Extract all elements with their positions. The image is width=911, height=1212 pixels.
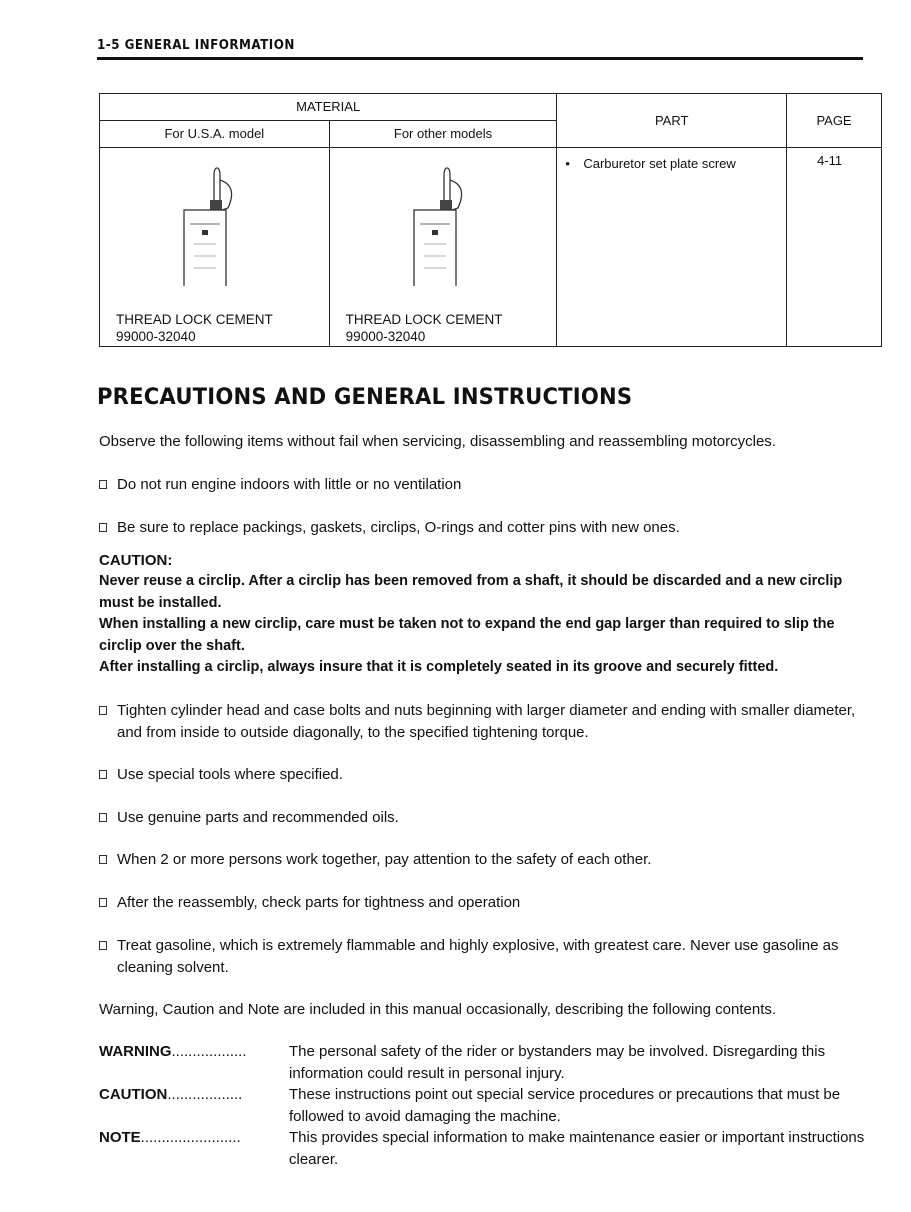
checkbox-bullet-icon — [99, 523, 107, 532]
part-cell — [557, 148, 787, 347]
part-heading: PART — [557, 94, 787, 148]
material-table — [99, 93, 882, 347]
definition-term: WARNING — [99, 1043, 172, 1060]
intro-paragraph: Observe the following items without fail when servicing, disassembling and reassembling motorcycles. — [99, 433, 776, 450]
header-rule — [97, 57, 863, 60]
page-cell — [787, 148, 882, 347]
checkbox-bullet-icon — [99, 941, 107, 950]
material-heading: MATERIAL — [100, 94, 557, 121]
definition-dots: ........................ — [140, 1129, 241, 1146]
usa-product-number: 99000-32040 — [116, 329, 196, 344]
list-item: When 2 or more persons work together, pay attention to the safety of each other. — [99, 849, 879, 871]
definition-caution — [99, 1084, 879, 1127]
checkbox-bullet-icon — [99, 898, 107, 907]
definition-dots: .................. — [167, 1086, 243, 1103]
thread-lock-bottle-icon — [182, 166, 242, 286]
notice-intro: Warning, Caution and Note are included in this manual occasionally, describing the following contents. — [99, 1001, 777, 1018]
list-item: Do not run engine indoors with little or no ventilation — [99, 474, 879, 496]
part-item: Carburetor set plate screw — [583, 156, 736, 171]
caution-line: After installing a circlip, always insure that it is completely seated in its groove and securely fitted. — [99, 659, 779, 675]
other-product-cell — [329, 148, 557, 347]
other-product-number: 99000-32040 — [345, 329, 426, 344]
list-item: Use genuine parts and recommended oils. — [99, 807, 879, 829]
definition-note — [99, 1127, 879, 1170]
checkbox-bullet-icon — [99, 480, 107, 489]
part-bullet: • — [565, 156, 570, 171]
other-product-name: THREAD LOCK CEMENT — [345, 312, 503, 327]
checkbox-bullet-icon — [99, 855, 107, 864]
other-models-heading: For other models — [329, 121, 557, 148]
list-item: Use special tools where specified. — [99, 764, 879, 786]
caution-body — [99, 571, 879, 679]
definition-desc: This provides special information to make maintenance easier or important instructions clearer. — [289, 1129, 865, 1168]
caution-line: When installing a new circlip, care must be taken not to expand the end gap larger than required to slip the circlip over the shaft. — [99, 616, 835, 654]
usa-model-heading: For U.S.A. model — [100, 121, 330, 148]
definition-warning — [99, 1041, 879, 1084]
definition-desc: The personal safety of the rider or bystanders may be involved. Disregarding this information could result in personal injury. — [289, 1043, 826, 1082]
checkbox-bullet-icon — [99, 813, 107, 822]
usa-product-name: THREAD LOCK CEMENT — [116, 312, 273, 327]
definition-desc: These instructions point out special service procedures or precautions that must be followed to avoid damaging the machine. — [289, 1086, 841, 1125]
thread-lock-bottle-icon — [412, 166, 472, 286]
list-item: After the reassembly, check parts for tightness and operation — [99, 892, 879, 914]
page-item: 4-11 — [817, 153, 843, 168]
list-item: Treat gasoline, which is extremely flammable and highly explosive, with greatest care. Never use gasoline as cleaning solvent. — [99, 935, 879, 978]
checkbox-bullet-icon — [99, 706, 107, 715]
section-title: PRECAUTIONS AND GENERAL INSTRUCTIONS — [97, 385, 633, 410]
caution-line: Never reuse a circlip. After a circlip has been removed from a shaft, it should be discarded and a new circlip must be installed. — [99, 573, 843, 611]
definition-term: CAUTION — [99, 1086, 168, 1103]
checkbox-bullet-icon — [99, 770, 107, 779]
caution-label: CAUTION: — [99, 552, 173, 569]
page-heading: PAGE — [787, 94, 882, 148]
list-item: Tighten cylinder head and case bolts and nuts beginning with larger diameter and ending with smaller diameter, and from inside to outside diagonally, to the specified tightening torque. — [99, 700, 879, 743]
list-item: Be sure to replace packings, gaskets, circlips, O-rings and cotter pins with new ones. — [99, 517, 879, 539]
definition-dots: .................. — [171, 1043, 247, 1060]
page-header: 1-5 GENERAL INFORMATION — [97, 38, 295, 53]
definition-term: NOTE — [99, 1129, 141, 1146]
usa-product-cell — [100, 148, 330, 347]
